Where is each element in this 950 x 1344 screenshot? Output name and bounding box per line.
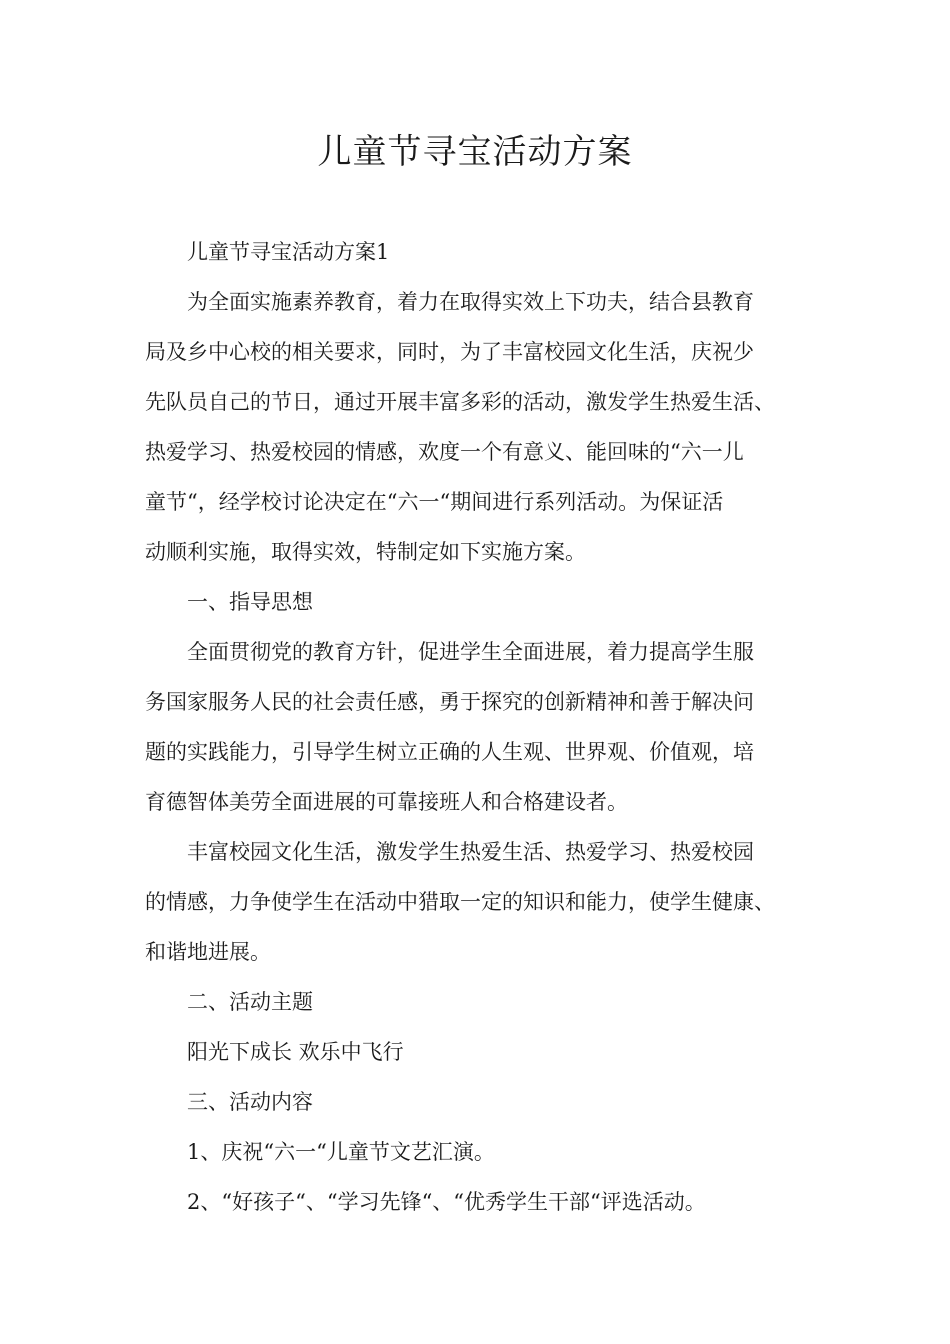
text-line: 题的实践能力，引导学生树立正确的人生观、世界观、价值观，培	[145, 740, 754, 764]
paragraph-intro	[145, 277, 825, 577]
text-line: 局及乡中心校的相关要求，同时，为了丰富校园文化生活，庆祝少	[145, 340, 754, 364]
list-item-2	[145, 1177, 825, 1227]
document-body	[145, 227, 825, 1227]
text-line: 先队员自己的节日，通过开展丰富多彩的活动，激发学生热爱生活、	[145, 390, 775, 414]
text-line: 二、活动主题	[187, 990, 313, 1014]
text-line: 1、庆祝“六一“儿童节文艺汇演。	[187, 1140, 495, 1164]
text-line: 儿童节寻宝活动方案1	[187, 240, 390, 264]
text-line: 育德智体美劳全面进展的可靠接班人和合格建设者。	[145, 790, 628, 814]
text-line: 为全面实施素养教育，着力在取得实效上下功夫，结合县教育	[187, 290, 754, 314]
paragraph-guiding-thought	[145, 627, 825, 827]
text-line: 一、指导思想	[187, 590, 313, 614]
section-heading-guiding-thought	[145, 577, 825, 627]
text-line: 三、活动内容	[187, 1090, 313, 1114]
text-line: 和谐地进展。	[145, 940, 271, 964]
text-line: 热爱学习、热爱校园的情感，欢度一个有意义、能回味的“六一儿	[145, 440, 744, 464]
section-heading-theme	[145, 977, 825, 1027]
text-line: 丰富校园文化生活，激发学生热爱生活、热爱学习、热爱校园	[187, 840, 754, 864]
list-item-1	[145, 1127, 825, 1177]
text-line: 2、“好孩子“、“学习先锋“、“优秀学生干部“评选活动。	[187, 1190, 706, 1214]
section-heading-content	[145, 1077, 825, 1127]
paragraph-theme	[145, 1027, 825, 1077]
text-line: 全面贯彻党的教育方针，促进学生全面进展，着力提高学生服	[187, 640, 754, 664]
paragraph-subtitle	[145, 227, 825, 277]
text-line: 动顺利实施，取得实效，特制定如下实施方案。	[145, 540, 586, 564]
text-line: 阳光下成长 欢乐中飞行	[187, 1040, 404, 1064]
document-title: 儿童节寻宝活动方案	[317, 132, 633, 172]
text-line: 的情感，力争使学生在活动中猎取一定的知识和能力，使学生健康、	[145, 890, 775, 914]
text-line: 童节“，经学校讨论决定在“六一“期间进行系列活动。为保证活	[145, 490, 724, 514]
paragraph-campus-life	[145, 827, 825, 977]
text-line: 务国家服务人民的社会责任感，勇于探究的创新精神和善于解决问	[145, 690, 754, 714]
